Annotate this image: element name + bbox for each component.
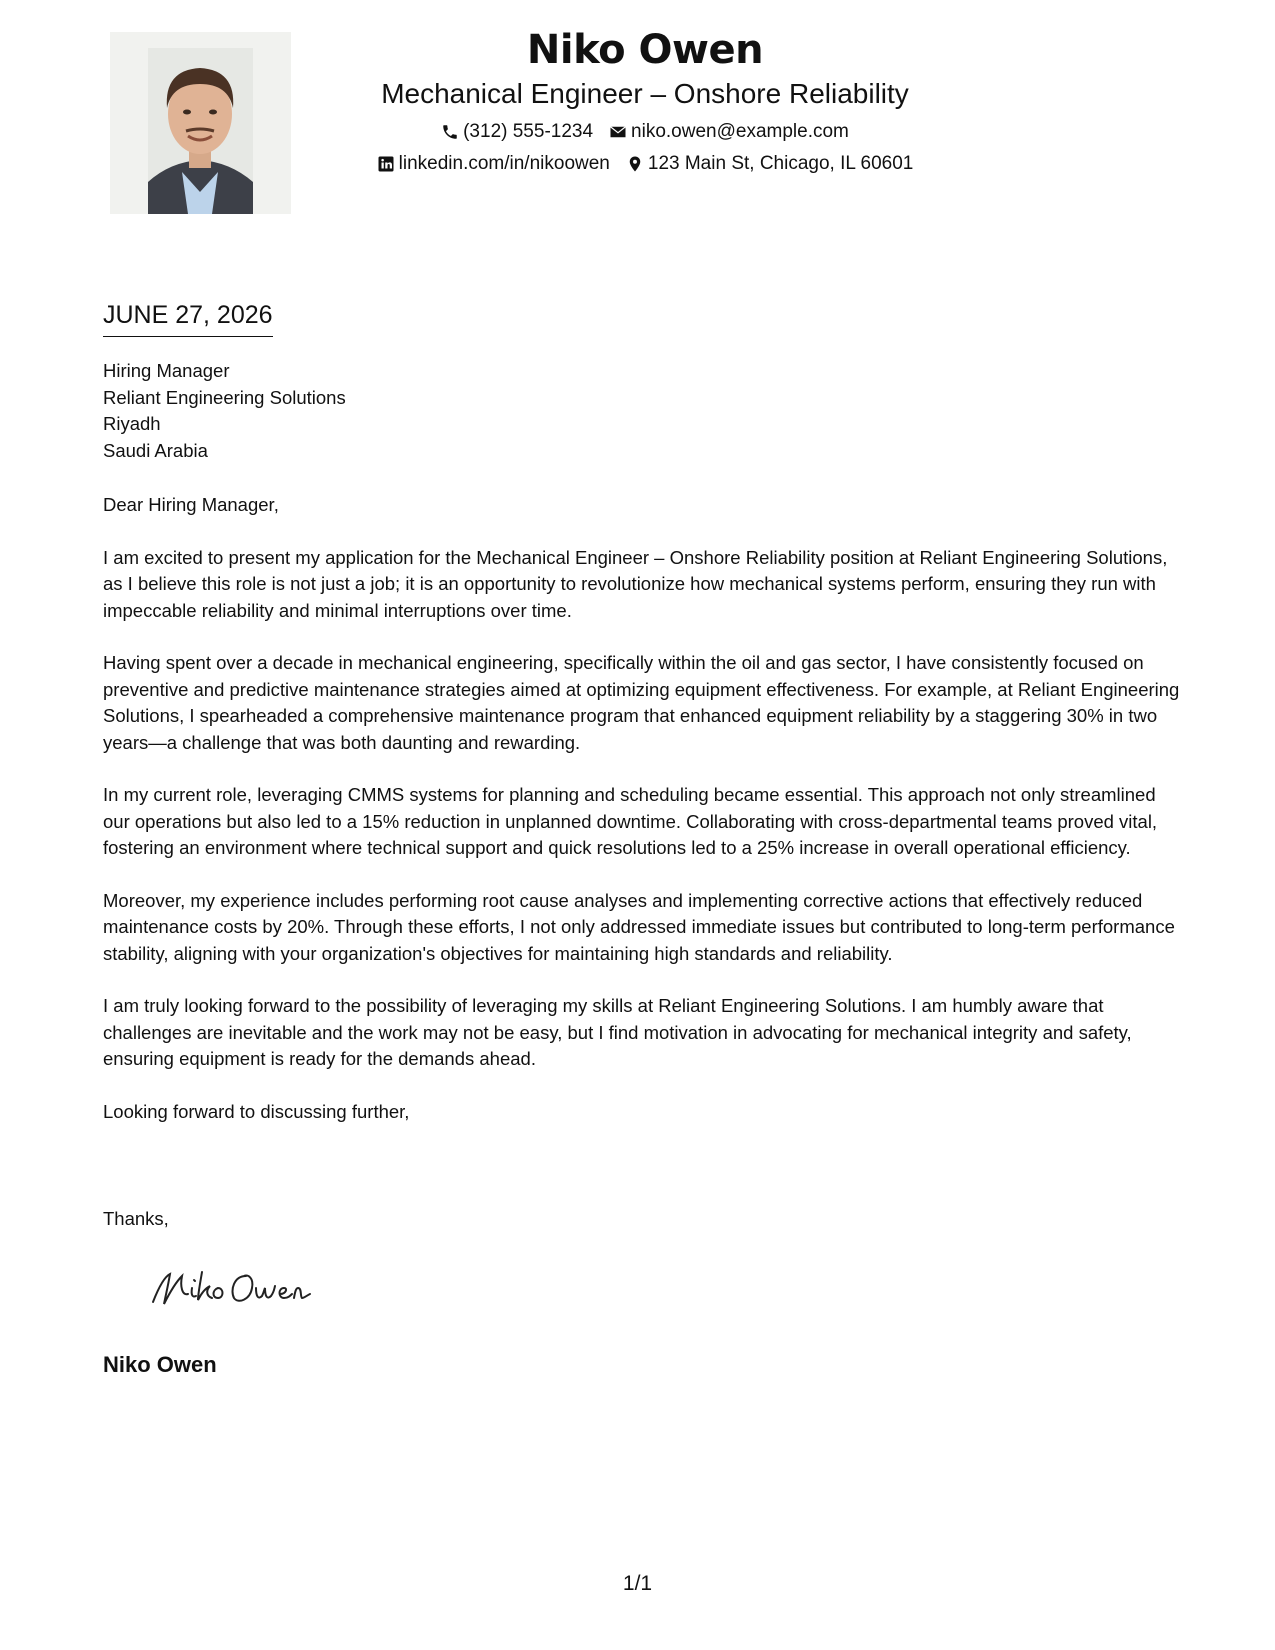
recipient-line: Reliant Engineering Solutions <box>103 386 346 408</box>
body-paragraph: Looking forward to discussing further, <box>103 1100 410 1122</box>
page-indicator: 1/1 <box>622 1572 653 1595</box>
envelope-icon <box>609 123 627 141</box>
contact-row-2 <box>300 152 990 176</box>
email-contact[interactable] <box>609 120 849 144</box>
body-paragraph: In my current role, leveraging CMMS systems for planning and scheduling became essential. This approach not only streamlined our operations but also led to a 15% reduction in unplanned downtime. Collaborating with cross-departmental teams proved vital, fostering an environment where technical support and quick resolutions led to a 25% increase in overall operational efficiency. <box>103 784 1158 858</box>
phone-contact[interactable] <box>441 120 593 144</box>
body-paragraph: Moreover, my experience includes performing root cause analyses and implementing corrective actions that effectively reduced maintenance costs by 20%. Through these efforts, I not only addressed immediate issues but contributed to long-term performance stability, aligning with your organization's objectives for maintaining high standards and reliability. <box>103 889 1175 964</box>
candidate-name: Niko Owen <box>526 27 764 73</box>
recipient-block <box>103 358 346 464</box>
address-contact <box>626 152 913 176</box>
linkedin-text: linkedin.com/in/nikoowen <box>398 153 610 174</box>
recipient-line: Hiring Manager <box>103 360 230 381</box>
phone-icon <box>441 123 459 141</box>
salutation: Dear Hiring Manager, <box>103 494 279 515</box>
phone-text: (312) 555-1234 <box>463 121 594 142</box>
address-text: 123 Main St, Chicago, IL 60601 <box>647 153 914 174</box>
letter-body <box>103 492 1183 1151</box>
closing: Thanks, <box>103 1208 169 1229</box>
linkedin-contact[interactable] <box>377 152 610 176</box>
body-paragraph: I am truly looking forward to the possibility of leveraging my skills at Reliant Engineering Solutions. I am humbly aware that challenges are inevitable and the work may not be easy, but I find motivation in advocating for mechanical integrity and safety, ensuring equipment is ready for the demands ahead. <box>103 995 1132 1069</box>
profile-photo <box>110 32 291 214</box>
linkedin-icon <box>377 155 395 173</box>
recipient-line: Saudi Arabia <box>103 439 208 461</box>
contact-row-1 <box>300 120 990 144</box>
letter-date: JUNE 27, 2026 <box>103 298 273 337</box>
recipient-line: Riyadh <box>103 413 161 434</box>
signature-name: Niko Owen <box>103 1352 217 1377</box>
email-text: niko.owen@example.com <box>631 121 849 142</box>
signature-image <box>148 1264 318 1314</box>
job-title: Mechanical Engineer – Onshore Reliability <box>381 78 909 109</box>
map-pin-icon <box>626 155 644 173</box>
body-paragraph: I am excited to present my application for the Mechanical Engineer – Onshore Reliability position at Reliant Engineering Solutions, as I believe this role is not just a job; it is an opportunity to revolutionize how mechanical systems perform, ensuring they run with impeccable reliability and minimal interruptions over time. <box>103 546 1168 621</box>
header <box>300 24 990 176</box>
body-paragraph: Having spent over a decade in mechanical engineering, specifically within the oil and gas sector, I have consistently focused on preventive and predictive maintenance strategies aimed at optimizing equipment effectiveness. For example, at Reliant Engineering Solutions, I spearheaded a comprehensive maintenance program that enhanced equipment reliability by a staggering 30% in two years—a challenge that was both daunting and rewarding. <box>103 652 1180 753</box>
